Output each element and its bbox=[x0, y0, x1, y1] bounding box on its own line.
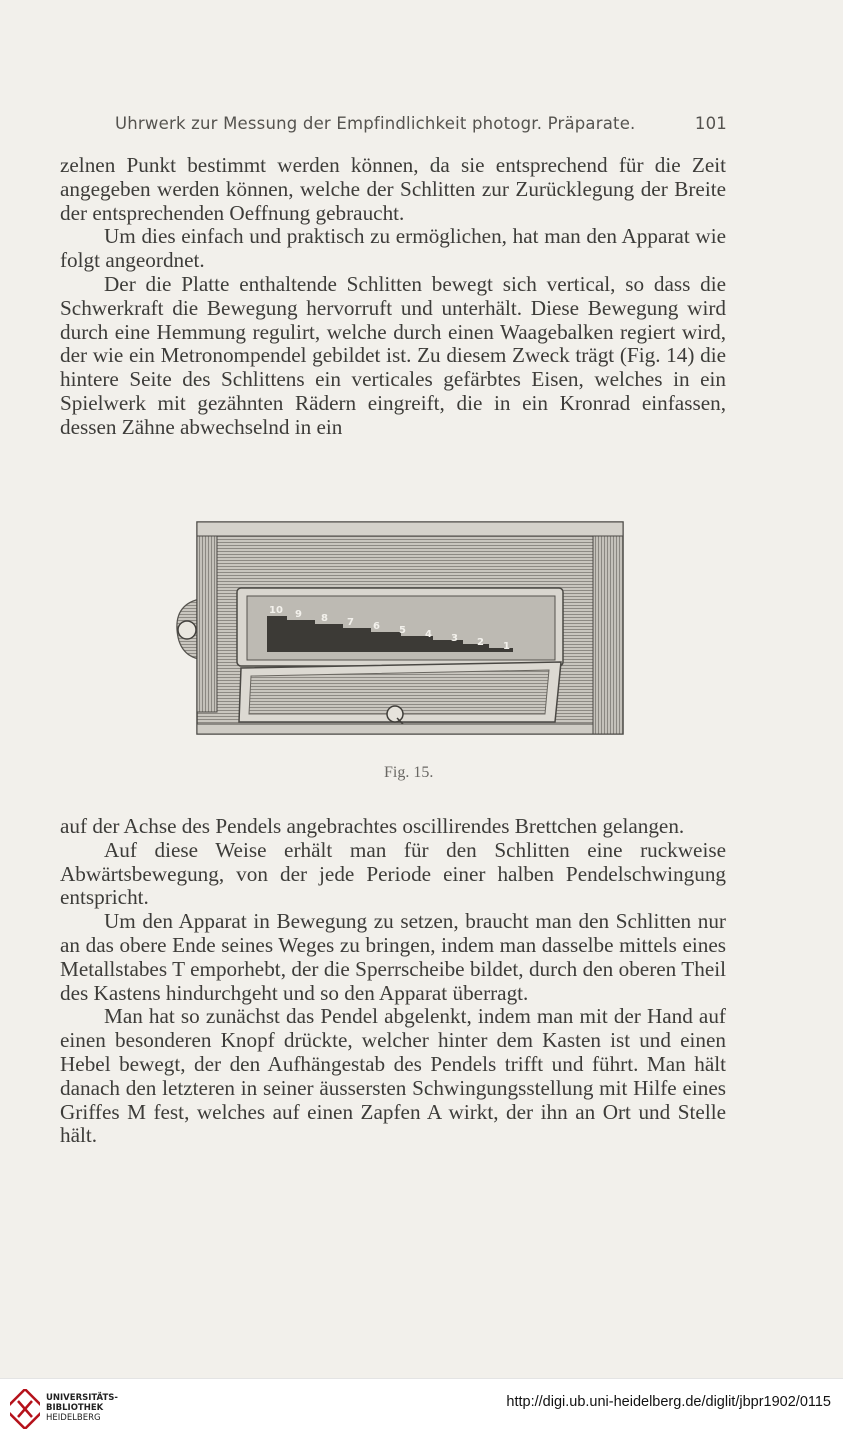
scale-number: 5 bbox=[399, 625, 406, 636]
permalink-url[interactable]: http://digi.ub.uni-heidelberg.de/diglit/jbpr1902/0115 bbox=[506, 1394, 831, 1410]
mounting-hole bbox=[178, 621, 196, 639]
knob bbox=[387, 706, 403, 722]
top-edge bbox=[197, 522, 623, 536]
apparatus-illustration bbox=[175, 518, 625, 736]
scale-number: 8 bbox=[321, 613, 328, 624]
paragraph: zelnen Punkt bestimmt werden können, da sie entsprechend für die Zeit angegeben werden können, welche der Schlitten zur Zurücklegung der Breite der entsprechenden Oeffnung gebraucht. bbox=[60, 153, 726, 225]
text-block-before-figure bbox=[60, 154, 726, 440]
scale-number: 7 bbox=[347, 617, 354, 628]
paragraph: auf der Achse des Pendels angebrachtes oscillirendes Brettchen gelangen. bbox=[60, 814, 685, 838]
page-number: 101 bbox=[694, 114, 727, 133]
bottom-edge bbox=[197, 724, 593, 734]
paragraph: Auf diese Weise erhält man für den Schlitten eine ruckweise Abwärtsbewegung, von der jede Periode einer halben Pendelschwingung entspricht. bbox=[60, 837, 726, 910]
running-head bbox=[115, 114, 727, 133]
scale-number: 1 bbox=[503, 641, 510, 652]
running-title: Uhrwerk zur Messung der Empfindlichkeit photogr. Präparate. bbox=[115, 114, 636, 133]
scale-number: 10 bbox=[269, 605, 283, 616]
scale-number: 9 bbox=[295, 609, 302, 620]
library-name: UNIVERSITÄTS- BIBLIOTHEK HEIDELBERG bbox=[46, 1393, 118, 1423]
paragraph: Man hat so zunächst das Pendel abgelenkt, indem man mit der Hand auf einen besonderen Knopf drückte, welcher hinter dem Kasten ist und einen Hebel bewegt, der den Aufhängestab des Pendels trifft und führt. Man hält danach den letzteren in seiner äussersten Schwingungsstellung mit Hilfe eines Griffes M fest, welches auf einen Zapfen A wirkt, der ihn an Ort und Stelle hält. bbox=[60, 1004, 726, 1148]
paragraph: Der die Platte enthaltende Schlitten bewegt sich vertical, so dass die Schwerkraft die Bewegung hervorruft und unterhält. Diese Bewegung wird durch eine Hemmung regulirt, welche durch einen Waagebalken regiert wird, der wie ein Metronompendel gebildet ist. Zu diesem Zweck trägt (Fig. 14) die hintere Seite des Schlittens ein verticales gefärbtes Eisen, welches in ein Spielwerk mit gezähnten Rädern eingreift, die in ein Kronrad einfassen, dessen Zähne abwechselnd in ein bbox=[60, 271, 726, 439]
scale-number: 3 bbox=[451, 633, 458, 644]
paragraph: Um dies einfach und praktisch zu ermöglichen, hat man den Apparat wie folgt angeordnet. bbox=[60, 224, 726, 273]
figure-caption: Fig. 15. bbox=[384, 764, 434, 781]
side-rail bbox=[593, 532, 623, 734]
scale-number: 6 bbox=[373, 621, 380, 632]
paragraph: Um den Apparat in Bewegung zu setzen, braucht man den Schlitten nur an das obere Ende seines Weges zu bringen, indem man dasselbe mittels eines Metallstabes T emporhebt, der die Sperrscheibe bildet, durch den oberen Theil des Kastens hindurchgeht und so den Apparat überragt. bbox=[60, 909, 726, 1005]
side-rail bbox=[197, 532, 217, 712]
scale-number: 2 bbox=[477, 637, 484, 648]
viewer-footer bbox=[0, 1378, 843, 1439]
library-logo-icon bbox=[10, 1389, 40, 1429]
figure-apparatus bbox=[175, 518, 625, 736]
text-block-after-figure bbox=[60, 815, 726, 1148]
scale-number: 4 bbox=[425, 629, 432, 640]
